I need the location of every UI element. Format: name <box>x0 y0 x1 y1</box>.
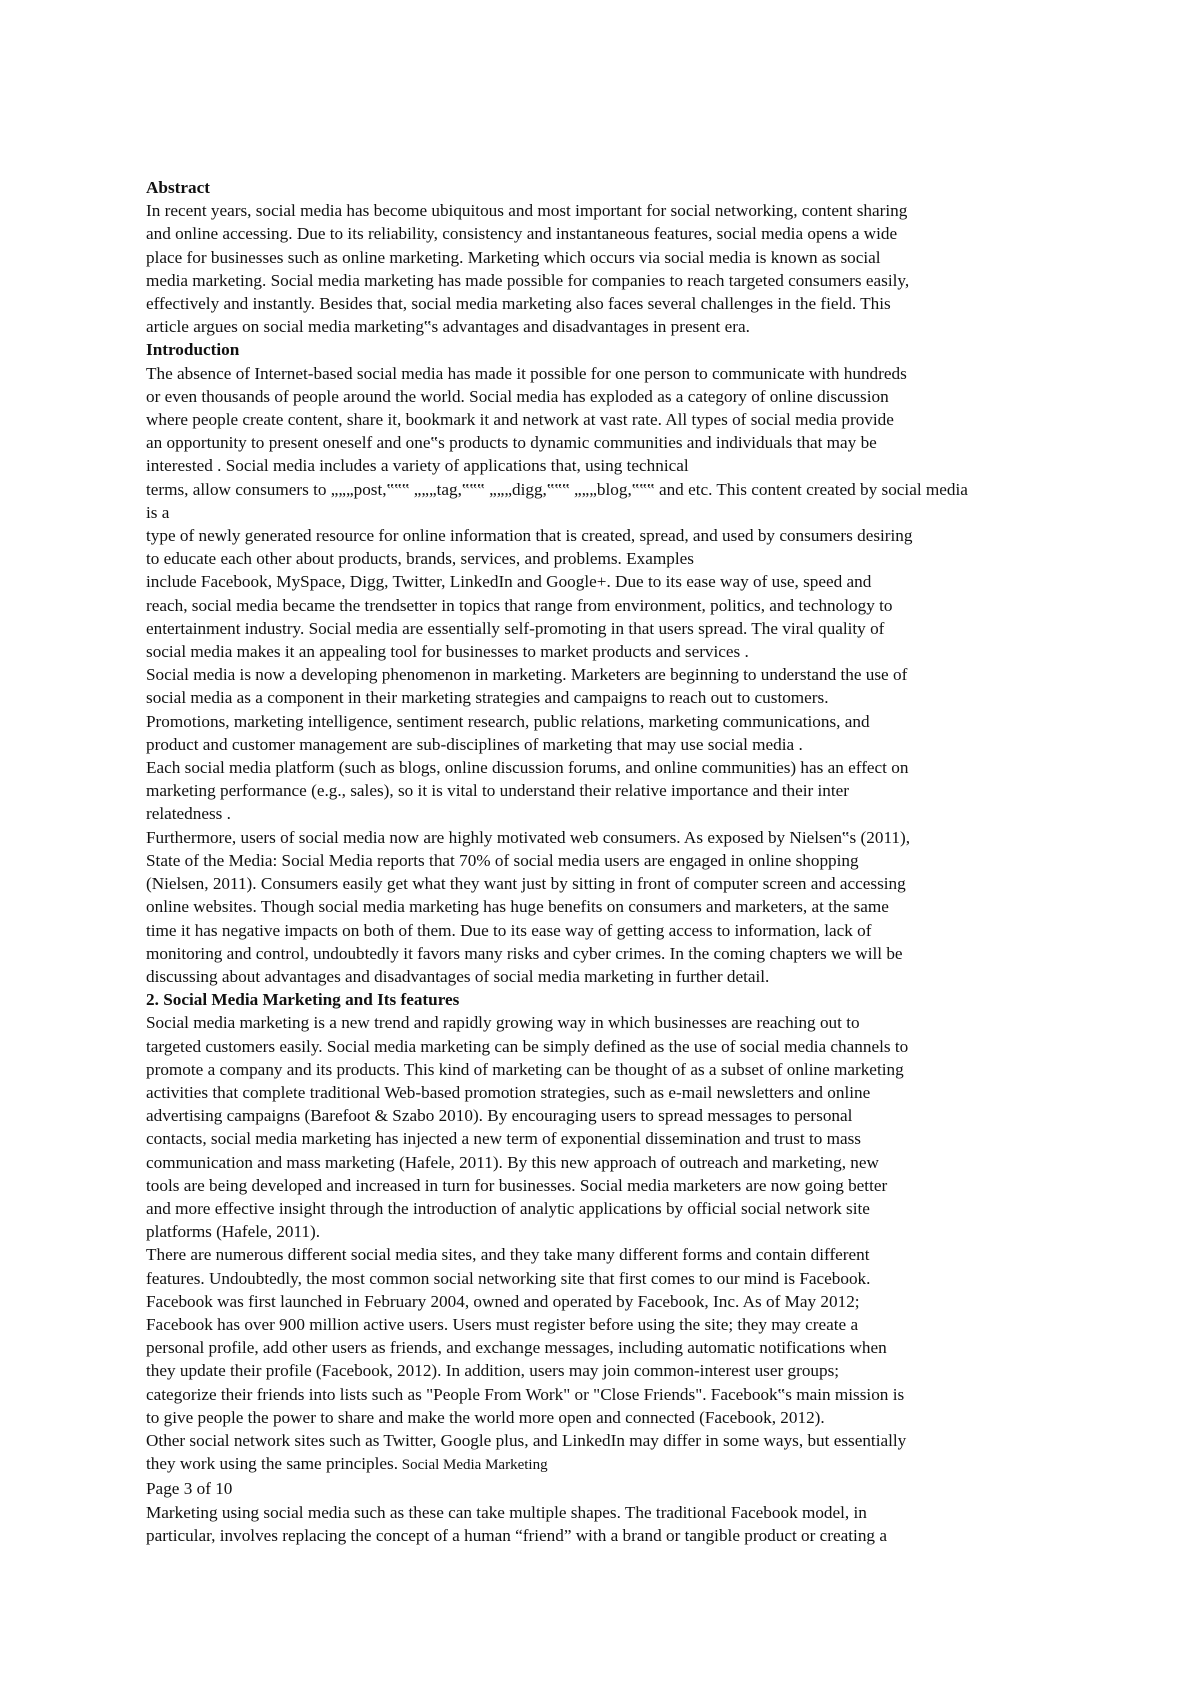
text-line <box>146 826 1066 849</box>
line-text: Social media is now a developing phenomenon in marketing. Marketers are beginning to understand the use of <box>146 665 908 685</box>
section-heading <box>146 176 1066 199</box>
text-line <box>146 1406 1066 1429</box>
text-line <box>146 454 1066 477</box>
line-text: communication and mass marketing (Hafele, 2011). By this new approach of outreach and marketing, new <box>146 1152 879 1172</box>
text-line <box>146 594 1066 617</box>
text-line <box>146 269 1066 292</box>
text-line <box>146 315 1066 338</box>
line-text: online websites. Though social media marketing has huge benefits on consumers and marketers, at the same <box>146 897 889 917</box>
text-line <box>146 1220 1066 1243</box>
text-line <box>146 570 1066 593</box>
line-text: promote a company and its products. This kind of marketing can be thought of as a subset of online marketing <box>146 1059 904 1079</box>
line-text: and more effective insight through the introduction of analytic applications by official social network site <box>146 1198 870 1218</box>
line-text: effectively and instantly. Besides that, social media marketing also faces several challenges in the field. This <box>146 294 891 314</box>
line-text: Abstract <box>146 178 210 197</box>
text-line <box>146 1011 1066 1034</box>
line-text: tools are being developed and increased in turn for businesses. Social media marketers are now going better <box>146 1175 888 1195</box>
text-line <box>146 408 1066 431</box>
line-text: an opportunity to present oneself and one‟s products to dynamic communities and individuals that may be <box>146 433 877 453</box>
text-line <box>146 1197 1066 1220</box>
line-text: There are numerous different social media sites, and they take many different forms and contain different <box>146 1245 870 1265</box>
text-line <box>146 1359 1066 1382</box>
text-line <box>146 1267 1066 1290</box>
text-line <box>146 222 1066 245</box>
line-text: reach, social media became the trendsetter in topics that range from environment, politics, and technology to <box>146 595 893 615</box>
line-text: Marketing using social media such as these can take multiple shapes. The traditional Facebook model, in <box>146 1502 867 1522</box>
text-line <box>146 1081 1066 1104</box>
text-line <box>146 385 1066 408</box>
line-text: they update their profile (Facebook, 2012). In addition, users may join common-interest user groups; <box>146 1361 840 1381</box>
text-line <box>146 942 1066 965</box>
text-line <box>146 431 1066 454</box>
text-line <box>146 919 1066 942</box>
line-text: marketing performance (e.g., sales), so it is vital to understand their relative importance and their inter <box>146 781 850 801</box>
text-line <box>146 849 1066 872</box>
text-line <box>146 617 1066 640</box>
line-text: activities that complete traditional Web-based promotion strategies, such as e-mail newsletters and online <box>146 1082 871 1102</box>
line-text: to educate each other about products, brands, services, and problems. Examples <box>146 549 694 569</box>
text-line <box>146 1174 1066 1197</box>
line-text: they work using the same principles. <box>146 1454 399 1474</box>
line-text: or even thousands of people around the world. Social media has exploded as a category of online discussion <box>146 386 889 406</box>
text-line <box>146 501 1066 524</box>
line-text: terms, allow consumers to „„„post,‟‟‟ „„„tag,‟‟‟ „„„digg,‟‟‟ „„„blog,‟‟‟ and etc. This content created by social media <box>146 479 968 499</box>
line-text: monitoring and control, undoubtedly it favors many risks and cyber crimes. In the coming chapters we will be <box>146 943 903 963</box>
line-text: targeted customers easily. Social media marketing can be simply defined as the use of social media channels to <box>146 1036 909 1056</box>
line-text: interested . Social media includes a variety of applications that, using technical <box>146 456 689 476</box>
text-line <box>146 1313 1066 1336</box>
text-line <box>146 779 1066 802</box>
text-line <box>146 1035 1066 1058</box>
section-heading <box>146 988 1066 1011</box>
line-text: product and customer management are sub-disciplines of marketing that may use social media . <box>146 734 803 754</box>
text-line <box>146 1383 1066 1406</box>
text-line <box>146 965 1066 988</box>
line-text: include Facebook, MySpace, Digg, Twitter, LinkedIn and Google+. Due to its ease way of use, speed and <box>146 572 872 592</box>
line-text: Facebook was first launched in February 2004, owned and operated by Facebook, Inc. As of May 2012; <box>146 1291 860 1311</box>
line-text: advertising campaigns (Barefoot & Szabo 2010). By encouraging users to spread messages to personal <box>146 1106 853 1126</box>
line-text: Introduction <box>146 340 240 360</box>
text-line <box>146 1501 1066 1524</box>
text-line <box>146 710 1066 733</box>
line-text: In recent years, social media has become ubiquitous and most important for social networking, content sharing <box>146 201 908 221</box>
line-text: place for businesses such as online marketing. Marketing which occurs via social media is known as social <box>146 247 881 267</box>
text-line <box>146 524 1066 547</box>
line-text: media marketing. Social media marketing has made possible for companies to reach targeted consumers easily, <box>146 270 910 290</box>
text-line <box>146 686 1066 709</box>
text-line <box>146 663 1066 686</box>
line-text: Furthermore, users of social media now are highly motivated web consumers. As exposed by Nielsen‟s (2011), <box>146 827 911 847</box>
line-text: article argues on social media marketing‟s advantages and disadvantages in present era. <box>146 317 750 337</box>
text-line <box>146 478 1066 501</box>
line-text: The absence of Internet-based social media has made it possible for one person to communicate with hundreds <box>146 363 907 383</box>
text-line <box>146 802 1066 825</box>
line-text: 2. Social Media Marketing and Its features <box>146 990 460 1010</box>
text-line <box>146 1429 1066 1452</box>
text-line <box>146 199 1066 222</box>
line-text: Other social network sites such as Twitter, Google plus, and LinkedIn may differ in some ways, but essentially <box>146 1430 907 1450</box>
line-text: type of newly generated resource for online information that is created, spread, and used by consumers desiring <box>146 526 913 546</box>
document-page <box>146 176 1066 1547</box>
text-line <box>146 1524 1066 1547</box>
running-header-text: Social Media Marketing <box>398 1457 548 1474</box>
text-line <box>146 733 1066 756</box>
text-line <box>146 872 1066 895</box>
line-text: State of the Media: Social Media reports that 70% of social media users are engaged in online shopping <box>146 850 859 870</box>
text-line <box>146 1477 1066 1500</box>
line-text: particular, involves replacing the concept of a human “friend” with a brand or tangible product or creating a <box>146 1525 887 1545</box>
line-text: is a <box>146 502 170 522</box>
line-text: social media as a component in their marketing strategies and campaigns to reach out to customers. <box>146 688 829 708</box>
text-line <box>146 895 1066 918</box>
text-line <box>146 756 1066 779</box>
text-line <box>146 1243 1066 1266</box>
text-line <box>146 1336 1066 1359</box>
line-text: relatedness . <box>146 804 231 824</box>
text-line <box>146 1127 1066 1150</box>
text-line <box>146 1058 1066 1081</box>
text-line <box>146 246 1066 269</box>
line-text: where people create content, share it, bookmark it and network at vast rate. All types of social media provide <box>146 410 894 430</box>
line-text: categorize their friends into lists such as "People From Work" or "Close Friends". Facebook‟s main mission is <box>146 1384 905 1404</box>
line-text: Page 3 of 10 <box>146 1479 233 1499</box>
line-text: social media makes it an appealing tool for businesses to market products and services . <box>146 642 749 662</box>
line-text: discussing about advantages and disadvantages of social media marketing in further detail. <box>146 966 770 986</box>
text-line <box>146 547 1066 570</box>
line-text: Each social media platform (such as blogs, online discussion forums, and online communities) has an effect on <box>146 758 909 778</box>
line-text: features. Undoubtedly, the most common social networking site that first comes to our mind is Facebook. <box>146 1268 871 1288</box>
line-text: Social media marketing is a new trend and rapidly growing way in which businesses are reaching out to <box>146 1013 860 1033</box>
text-line <box>146 640 1066 663</box>
text-line <box>146 1151 1066 1174</box>
line-text: time it has negative impacts on both of them. Due to its ease way of getting access to information, lack of <box>146 920 872 940</box>
text-line <box>146 1452 1066 1477</box>
text-line <box>146 1104 1066 1127</box>
line-text: Facebook has over 900 million active users. Users must register before using the site; they may create a <box>146 1314 859 1334</box>
line-text: (Nielsen, 2011). Consumers easily get what they want just by sitting in front of computer screen and accessing <box>146 874 906 894</box>
text-line <box>146 362 1066 385</box>
line-text: and online accessing. Due to its reliability, consistency and instantaneous features, social media opens a wide <box>146 224 898 244</box>
line-text: personal profile, add other users as friends, and exchange messages, including automatic notifications when <box>146 1338 887 1358</box>
line-text: contacts, social media marketing has injected a new term of exponential dissemination and trust to mass <box>146 1129 861 1149</box>
line-text: platforms (Hafele, 2011). <box>146 1222 321 1242</box>
line-text: entertainment industry. Social media are essentially self-promoting in that users spread. The viral quality of <box>146 618 885 638</box>
section-heading <box>146 338 1066 361</box>
text-line <box>146 292 1066 315</box>
text-line <box>146 1290 1066 1313</box>
line-text: Promotions, marketing intelligence, sentiment research, public relations, marketing communications, and <box>146 711 870 731</box>
line-text: to give people the power to share and make the world more open and connected (Facebook, 2012). <box>146 1407 825 1427</box>
